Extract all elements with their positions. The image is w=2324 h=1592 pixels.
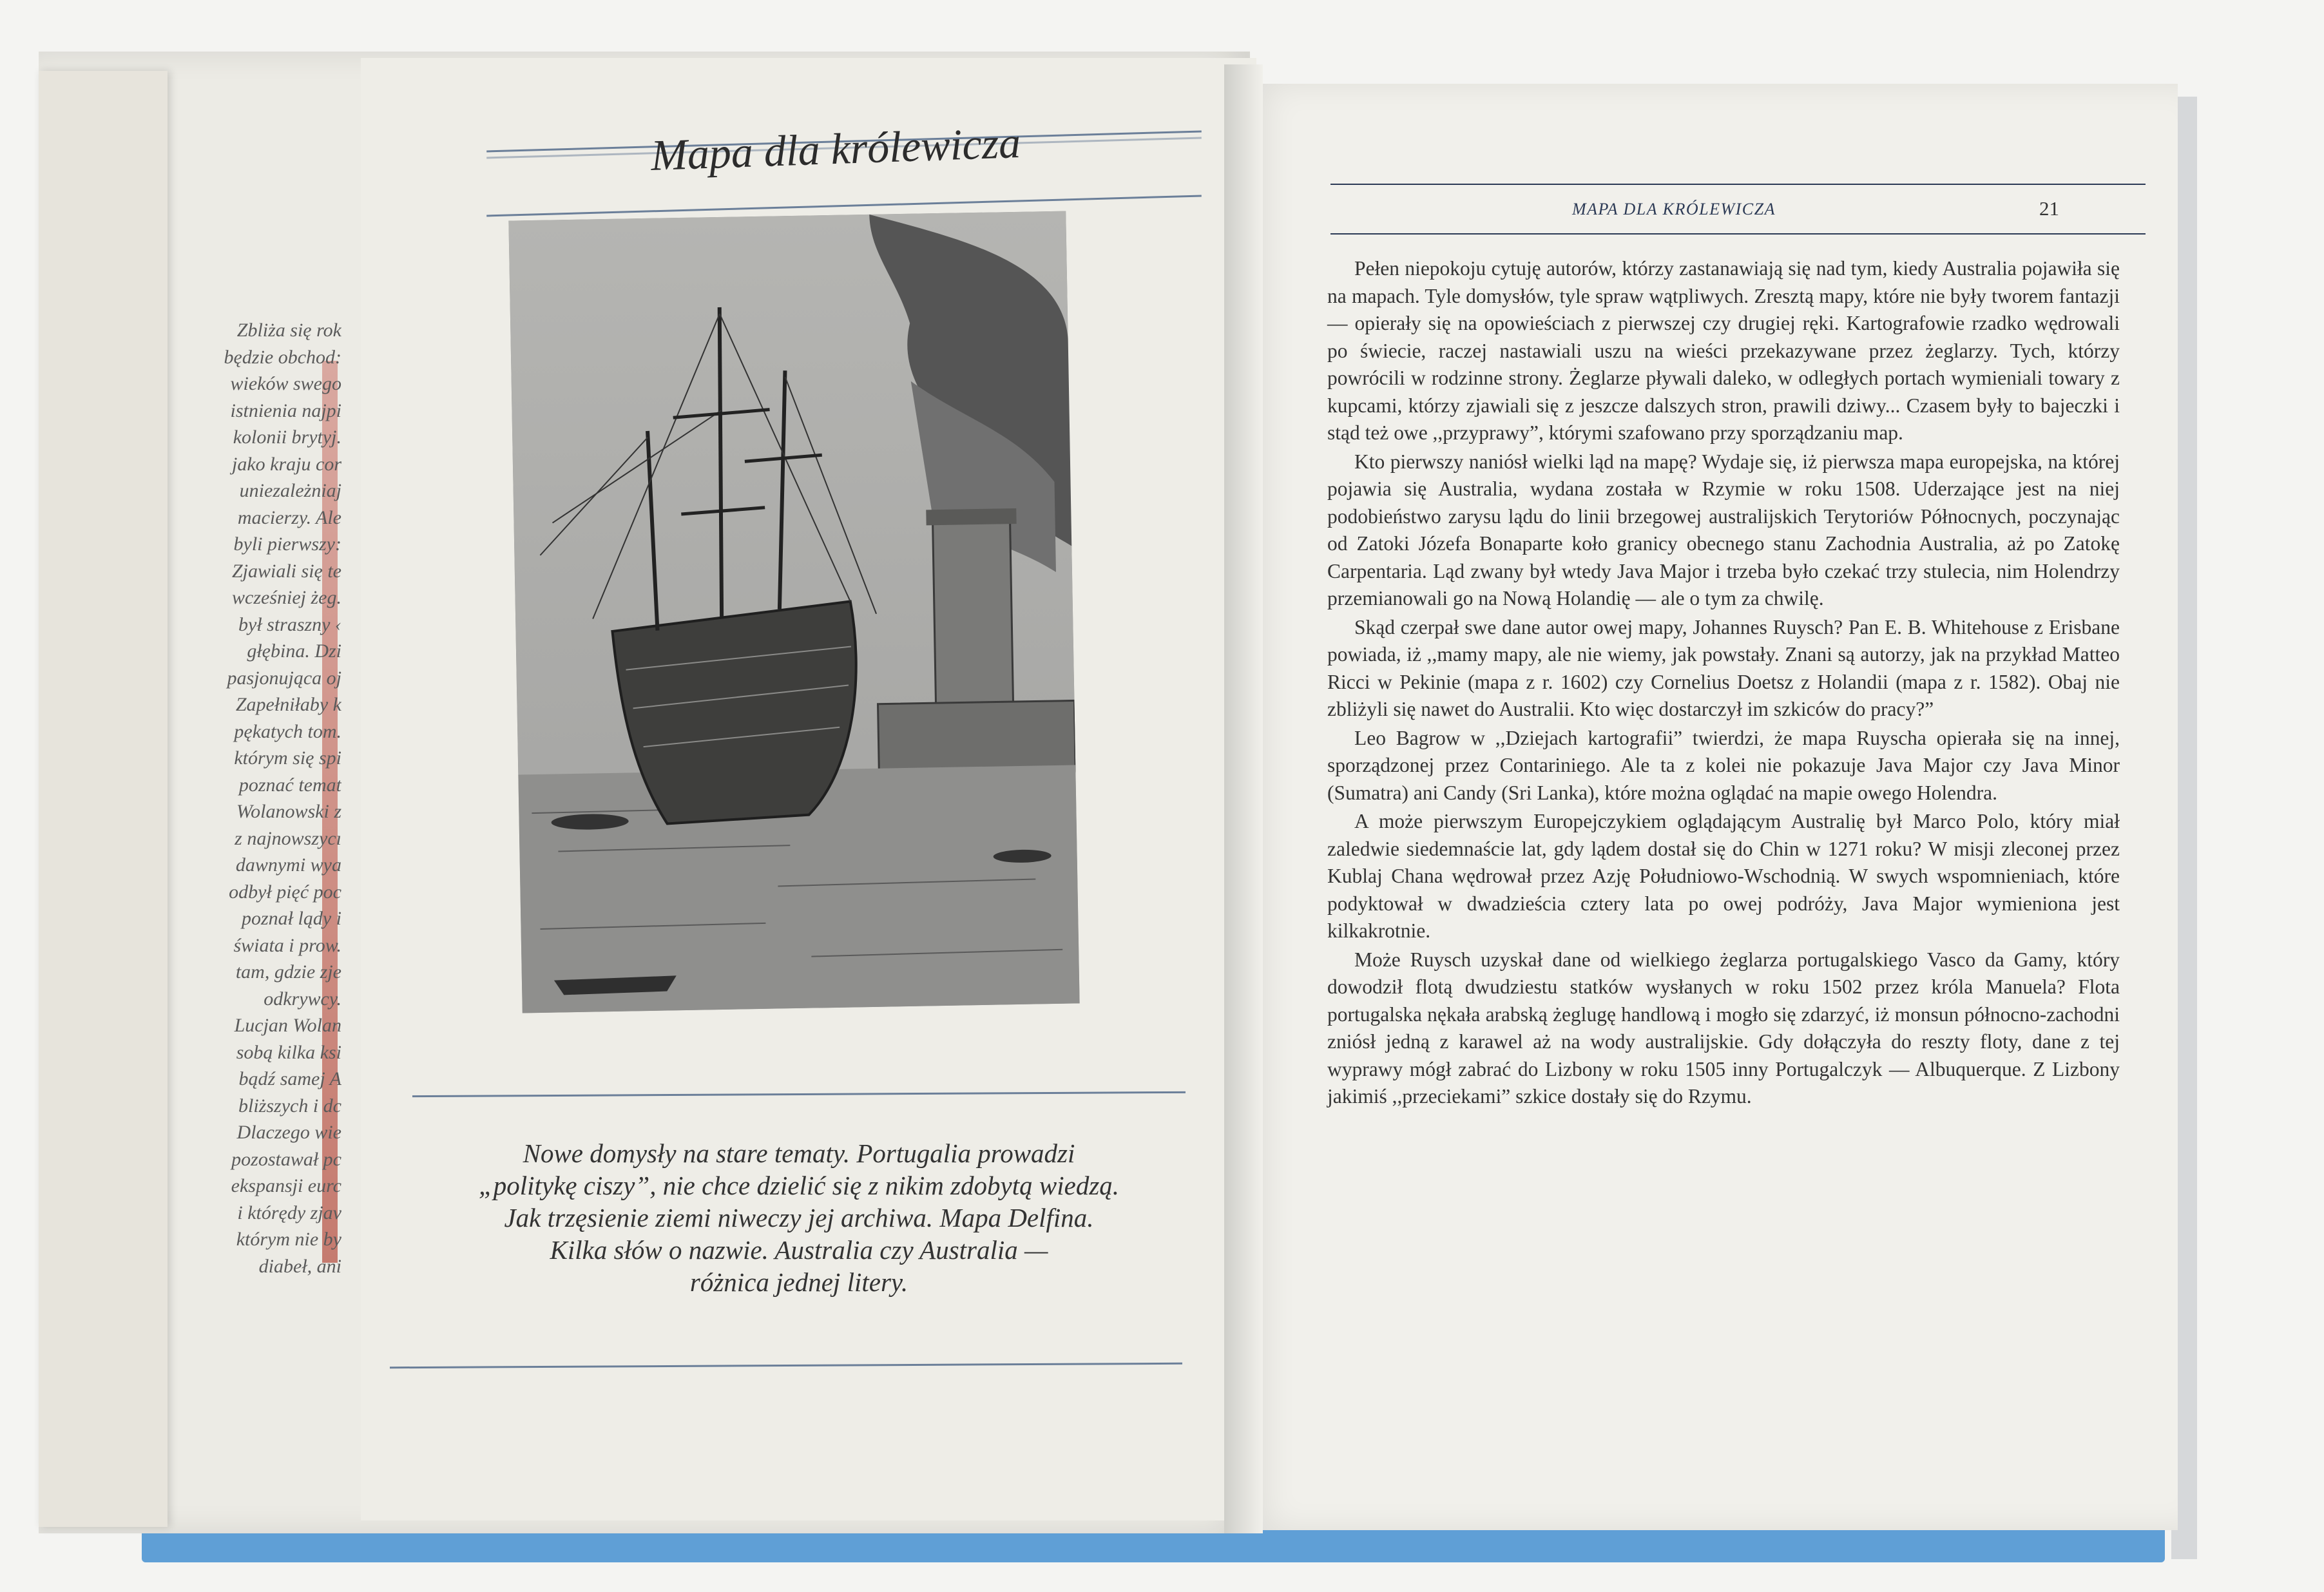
flap-line: Lucjan Wolan: [234, 1015, 341, 1036]
flap-line: uniezależniaj: [239, 480, 341, 501]
caption-line: różnica jednej litery.: [689, 1267, 908, 1297]
flap-line: Zbliża się rok: [236, 320, 341, 341]
flap-line: i którędy zjav: [237, 1202, 341, 1223]
flap-line: bądź samej A: [238, 1068, 341, 1089]
flap-line: poznał lądy i: [242, 908, 341, 929]
flap-line: którym nie by: [236, 1229, 341, 1250]
flap-line: ekspansji eurc: [231, 1175, 341, 1196]
paragraph: Skąd czerpał swe dane autor owej mapy, Johannes Ruysch? Pan E. B. Whitehouse z Erisbane powiada, iż ,,mamy mapy, ale nie wiemy, jak powstały. Znani są autorzy, jak na przykład Matteo Ricci w Pekinie (mapa z r. 1602) czy Cornelius Doetsz z Holandii (mapa z r. 1582). Obaj nie zbliżyli się nawet do Australii. Kto więc dostarczył im szkiców do pracy?”: [1327, 615, 2120, 720]
flap-line: byli pierwszy:: [233, 533, 341, 555]
flap-line: odbył pięć poc: [229, 881, 341, 903]
caption-line: Nowe domysły na stare tematy. Portugalia prowadzi: [523, 1138, 1075, 1168]
chapter-title: Mapa dla królewicza: [649, 118, 1022, 180]
flap-line: świata i prow.: [233, 934, 341, 956]
flap-line: sobą kilka ksi: [236, 1041, 341, 1063]
page-number: 21: [2039, 197, 2059, 220]
running-head-rule-top: [1330, 184, 2146, 185]
flap-line: jako kraju cor: [232, 453, 341, 475]
paragraph: Pełen niepokoju cytuję autorów, którzy zastanawiają się nad tym, kiedy Australia pojawiła się na mapach. Tyle domysłów, tyle spraw wątpliwych. Zresztą mapy, które nie były tworem fantazji — opierały się na opowieściach z pierwszej czy drugiej ręki. Kartografowie rzadko wędrowali po świecie, raczej nastawiali uszu na wieści przekazywane przez żeglarzy. Tych, którzy powrócili w rodzinne strony. Żeglarze pływali daleko, w odległych portach wymieniali towary z kupcami, którzy zjawiali się z jeszcze dalszych stron, prawili dziwy... Czasem były to bajeczki i stąd też owe ,,przyprawy”, którymi szafowano przy sporządzaniu map.: [1327, 257, 2120, 444]
flap-line: kolonii brytyj.: [233, 427, 341, 448]
body-text: [1327, 255, 2120, 1112]
running-head: MAPA DLA KRÓLEWICZA: [1572, 200, 1776, 218]
flap-line: diabeł, ani: [258, 1255, 341, 1277]
flap-text: [148, 317, 341, 1280]
running-head-rule-bottom: [1330, 233, 2146, 235]
ship-engraving-art: [508, 211, 1079, 1013]
flap-line: dawnymi wya: [235, 854, 341, 876]
flap-line: istnienia najpi: [230, 399, 341, 421]
flap-line: wieków swego: [230, 373, 341, 394]
flap-line: odkrywcy.: [264, 988, 341, 1010]
flap-line: Dlaczego wie: [236, 1122, 341, 1143]
flap-line: bliższych i dc: [238, 1095, 341, 1117]
chapter-summary: [445, 1137, 1153, 1298]
flap-line: pasjonująca oj: [227, 667, 341, 689]
flap-line: tam, gdzie zje: [235, 961, 341, 983]
ship-engraving: [508, 211, 1079, 1013]
paragraph: A może pierwszym Europejczykiem oglądającym Australię był Marco Polo, który miał zaledwie siedemnaście lat, gdy lądem dostał się do Chin w 1271 roku? W misji zleconej przez Kublaj Chana wędrował przez Azję Południowo-Wschodnią. W swych wspomnieniach, które podyktował w dwadzieścia cztery lata po owej podróży, Java Major wymieniona jest kilkakrotnie.: [1327, 810, 2120, 942]
caption-line: Jak trzęsienie ziemi niweczy jej archiwa. Mapa Delfina.: [504, 1203, 1094, 1232]
paragraph: Leo Bagrow w ,,Dziejach kartografii” twierdzi, że mapa Ruyscha opierała się na innej, sporządzonej przez Contariniego. Ale ta z kolei nie pokazuje Java Major czy Java Minor (Sumatra) ani Candy (Sri Lanka), które można oglądać na mapie owego Holendra.: [1327, 726, 2120, 804]
paragraph: Może Ruysch uzyskał dane od wielkiego żeglarza portugalskiego Vasco da Gamy, który dowodził flotą dwudziestu statków wysłanych w roku 1502 przez króla Manuela? Flota portugalska nękała arabską żeglugę handlową i mogło się zdarzyć, iż monsun północno-zachodni zniósł jedną z karawel aż na wody australijskie. Gdy dołączyła do reszty floty, dane z tej wyprawy mógł zabrać do Lizbony w roku 1505 inny Portugalczyk — Albuquerque. Z Lizbony jakimiś ,,przeciekami” szkice dostały się do Rzymu.: [1327, 948, 2120, 1108]
flap-line: Zjawiali się te: [231, 560, 341, 582]
caption-line: Kilka słów o nazwie. Australia czy Australia —: [550, 1235, 1048, 1265]
flap-line: pękatych tom.: [234, 720, 341, 742]
flap-line: poznać temat: [238, 774, 341, 796]
flap-line: wcześniej żeg.: [232, 587, 341, 608]
flap-line: pozostawał pc: [231, 1148, 341, 1170]
flap-line: macierzy. Ale: [237, 506, 341, 528]
flap-line: Zapełniłaby k: [235, 694, 341, 715]
flap-line: głębina. Dzi: [247, 640, 341, 662]
flap-line: będzie obchod:: [224, 346, 341, 368]
flap-line: z najnowszycı: [235, 827, 341, 849]
caption-line: „politykę ciszy”, nie chce dzielić się z nikim zdobytą wiedzą.: [478, 1171, 1120, 1200]
flap-line: był straszny ‹: [238, 613, 341, 635]
flap-line: Wolanowski z: [236, 801, 341, 822]
paragraph: Kto pierwszy naniósł wielki ląd na mapę? Wydaje się, iż pierwsza mapa europejska, na której pojawia się Australia, wydana została w Rzymie w roku 1508. Uderzające jest na niej podobieństwo zarysu lądu do linii brzegowej australijskich Terytoriów Północnych, poczynając od Zatoki Józefa Bonaparte koło granicy obecnego stanu Zachodnia Australia, aż po Zatokę Carpentaria. Ląd zwany był wtedy Java Major i trzeba było czekać trzy stulecia, nim Holendrzy przemianowali go na Nową Holandię — ale o tym za chwilę.: [1327, 450, 2120, 609]
flap-line: którym się spi: [234, 747, 341, 769]
book-gutter: [1224, 64, 1263, 1533]
